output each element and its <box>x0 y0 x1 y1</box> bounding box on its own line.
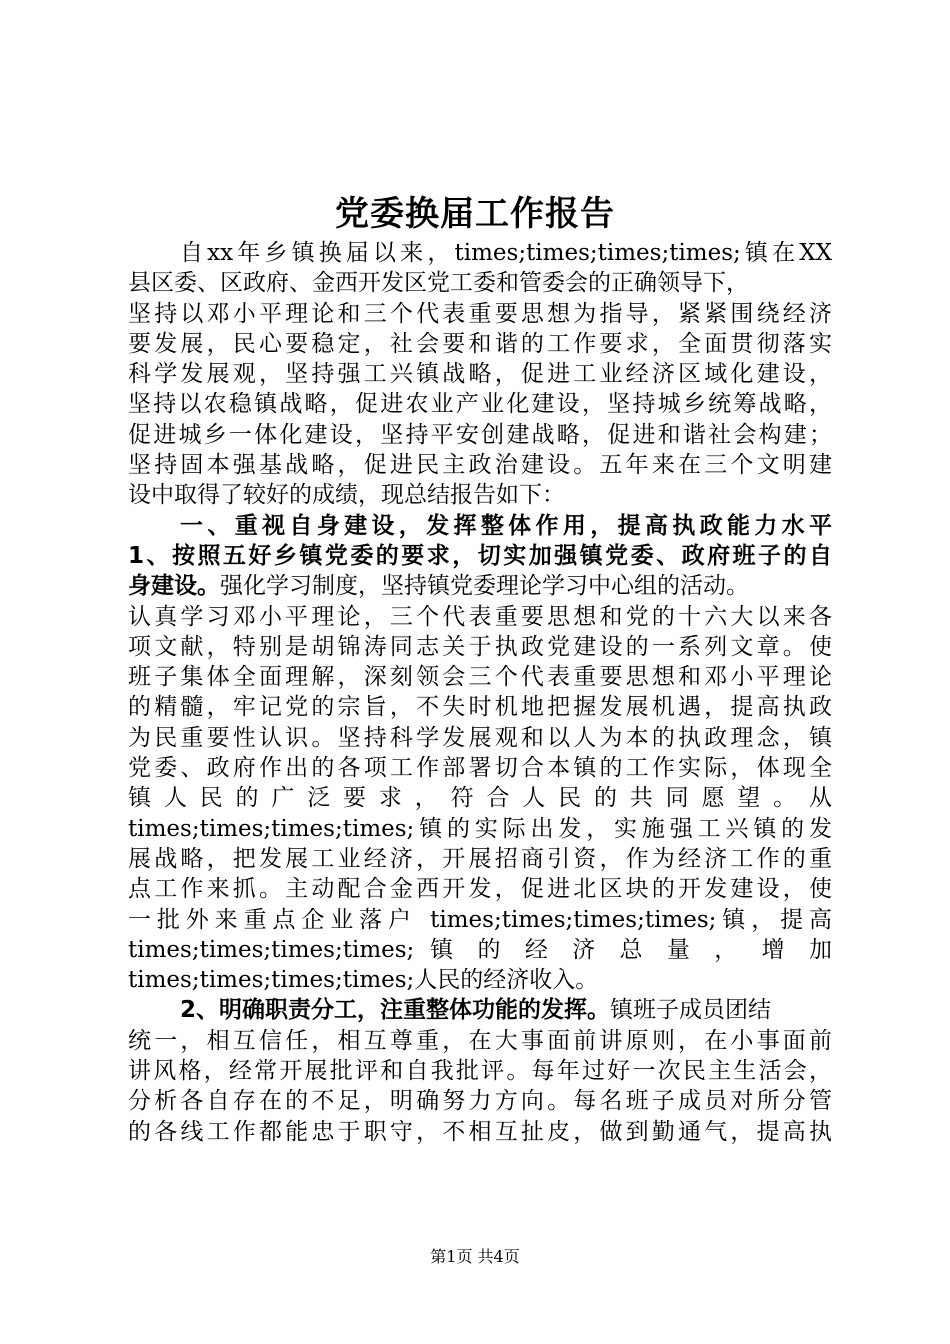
line-text: 坚持以农稳镇战略，促进农业产业化建设，坚持城乡统筹战略， <box>128 391 832 418</box>
text-line <box>128 753 832 783</box>
line-text: 的各线工作都能忠于职守，不相互扯皮，做到勤通气，提高执 <box>128 1118 832 1145</box>
text-line <box>128 359 832 389</box>
bold-text: 2、明确职责分工，注重整体功能的发挥。 <box>180 997 611 1024</box>
page-footer: 第1页 共4页 <box>430 1247 520 1266</box>
text-line <box>128 965 832 995</box>
text-line <box>128 783 832 813</box>
bold-text: 一、重视自身建设，发挥整体作用，提高执政能力水平 <box>180 512 832 539</box>
text-line <box>128 268 832 298</box>
line-text: 统一，相互信任，相互尊重，在大事面前讲原则，在小事面前 <box>128 1027 832 1054</box>
line-text: times;times;times;times; 镇 的 经 济 总 量 ， 增 加 <box>128 936 832 963</box>
line-text: 坚持固本强基战略，促进民主政治建设。五年来在三个文明建 <box>128 452 832 479</box>
line-text-rest: 强化学习制度，坚持镇党委理论学习中心组的活动。 <box>220 573 749 600</box>
bold-text: 身建设。 <box>128 573 220 600</box>
line-text: 讲风格，经常开展批评和自我批评。每年过好一次民主生活会， <box>128 1058 832 1085</box>
text-line <box>128 1086 832 1116</box>
line-text: 坚持以邓小平理论和三个代表重要思想为指导，紧紧围绕经济 <box>128 300 832 327</box>
text-line <box>128 541 832 571</box>
line-text: times;times;times;times;人民的经济收入。 <box>128 967 599 994</box>
text-line <box>128 238 832 268</box>
text-line <box>128 844 832 874</box>
text-line <box>128 571 832 601</box>
line-text: 科学发展观，坚持强工兴镇战略，促进工业经济区域化建设， <box>128 361 832 388</box>
line-text: 展战略，把发展工业经济，开展招商引资，作为经济工作的重 <box>128 845 832 872</box>
text-line <box>128 1117 832 1147</box>
line-text: 党委、政府作出的各项工作部署切合本镇的工作实际，体现全 <box>128 755 832 782</box>
line-text: 要发展，民心要稳定，社会要和谐的工作要求，全面贯彻落实 <box>128 330 832 357</box>
line-text: 镇 人 民 的 广 泛 要 求 ， 符 合 人 民 的 共 同 愿 望 。 从 <box>128 785 832 812</box>
line-text: 班子集体全面理解，深刻领会三个代表重要思想和邓小平理论 <box>128 664 832 691</box>
text-line <box>128 450 832 480</box>
text-line <box>128 662 832 692</box>
text-line <box>128 511 832 541</box>
text-line <box>128 874 832 904</box>
text-line <box>128 995 832 1025</box>
text-line <box>128 420 832 450</box>
text-line <box>128 935 832 965</box>
text-line <box>128 692 832 722</box>
text-line <box>128 1026 832 1056</box>
line-text: 点工作来抓。主动配合金西开发，促进北区块的开发建设，使 <box>128 876 832 903</box>
line-text-rest: 镇班子成员团结 <box>610 997 772 1024</box>
text-line <box>128 602 832 632</box>
line-text: times;times;times;times;镇的实际出发，实施强工兴镇的发 <box>128 815 832 842</box>
line-text: 促进城乡一体化建设，坚持平安创建战略，促进和谐社会构建； <box>128 421 832 448</box>
bold-text: 1、按照五好乡镇党委的要求，切实加强镇党委、政府班子的自 <box>128 542 832 569</box>
text-line <box>128 632 832 662</box>
line-text: 为民重要性认识。坚持科学发展观和以人为本的执政理念，镇 <box>128 724 832 751</box>
line-text: 认真学习邓小平理论，三个代表重要思想和党的十六大以来各 <box>128 603 832 630</box>
line-text: 分析各自存在的不足，明确努力方向。每名班子成员对所分管 <box>128 1088 832 1115</box>
text-line <box>128 329 832 359</box>
text-line <box>128 389 832 419</box>
text-line <box>128 814 832 844</box>
line-text: 的精髓，牢记党的宗旨，不失时机地把握发展机遇，提高执政 <box>128 694 832 721</box>
line-text: 县区委、区政府、金西开发区党工委和管委会的正确领导下， <box>128 270 749 297</box>
text-line <box>128 723 832 753</box>
document-title: 党委换届工作报告 <box>335 194 615 234</box>
line-text: 项文献，特别是胡锦涛同志关于执政党建设的一系列文章。使 <box>128 633 832 660</box>
line-text: 设中取得了较好的成绩，现总结报告如下： <box>128 482 565 509</box>
line-text: 自xx年乡镇换届以来，times;times;times;times;镇在XX <box>180 240 832 266</box>
document-body <box>128 238 832 1147</box>
text-line <box>128 480 832 510</box>
text-line <box>128 299 832 329</box>
text-line <box>128 905 832 935</box>
line-text: 一批外来重点企业落户 times;times;times;times;镇，提高 <box>128 906 832 933</box>
text-line <box>128 1056 832 1086</box>
